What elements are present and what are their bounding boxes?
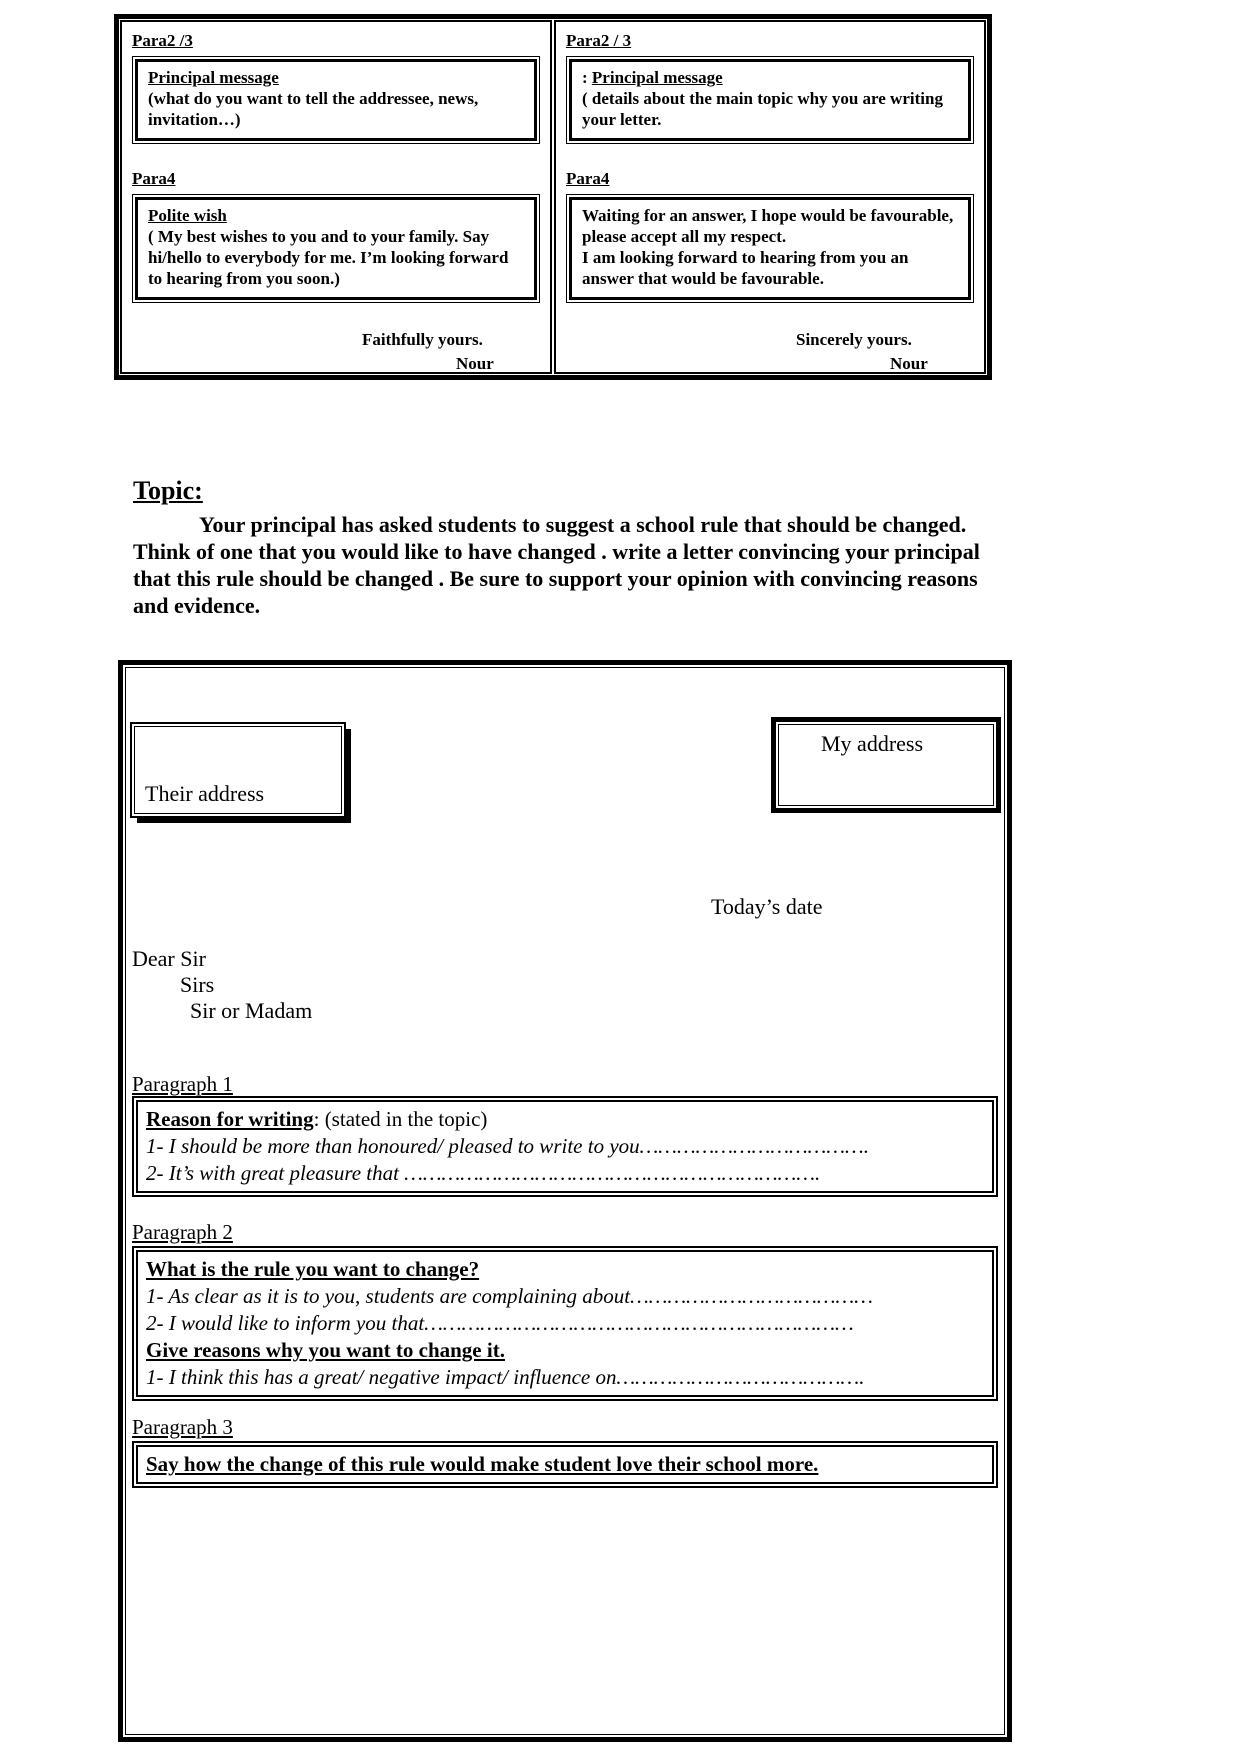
closing-left	[132, 329, 540, 374]
their-address-box	[130, 722, 346, 818]
love-school-heading: Say how the change of this rule would make student love their school more.	[146, 1452, 819, 1476]
title-prefix: :	[582, 68, 592, 87]
signature-left: Nour	[456, 354, 494, 373]
principal-message-title-text: Principal message	[591, 68, 723, 87]
para4-label-right: Para4	[566, 169, 610, 188]
para23-label-right: Para2 / 3	[566, 31, 632, 50]
sentence-starter-line: 2- I would like to inform you that……………………………………………………………	[146, 1311, 854, 1335]
salutation-sirs: Sirs	[180, 972, 215, 997]
principal-message-box-right	[566, 56, 974, 144]
para4-label-left: Para4	[132, 169, 176, 188]
topic-section	[133, 476, 1013, 619]
sentence-starter-line: 1- As clear as it is to you, students are complaining about…………………………………	[146, 1284, 873, 1308]
letter-template-inner	[125, 667, 1005, 1735]
paragraph1-box	[132, 1096, 998, 1197]
principal-message-body-right: ( details about the main topic why you are writing your letter.	[582, 89, 943, 129]
polite-wish-box	[132, 194, 540, 303]
sentence-starter-line: 2- It’s with great pleasure that ………………………………………………………….	[146, 1161, 821, 1185]
closing-phrase-left: Faithfully yours.	[362, 330, 483, 349]
principal-message-box-left	[132, 56, 540, 144]
paragraph1-label: Paragraph 1	[132, 1072, 233, 1096]
principal-message-body-left: (what do you want to tell the addressee, news, invitation…)	[148, 89, 479, 129]
formal-letter-column	[554, 20, 986, 374]
salutations	[132, 946, 312, 1024]
closing-phrase-right: Sincerely yours.	[796, 330, 912, 349]
reason-heading-text: Reason for writing	[146, 1107, 314, 1131]
sentence-starter-line: 1- I think this has a great/ negative impact/ influence on………………………………….	[146, 1365, 865, 1389]
paragraph3-label: Paragraph 3	[132, 1415, 233, 1439]
signature-right: Nour	[890, 354, 928, 373]
their-address-label: Their address	[145, 781, 265, 806]
topic-body: Your principal has asked students to suggest a school rule that should be changed. Think of one that you would like to have changed . write a letter convincing your principal that this rule should be changed . Be sure to support your opinion with convincing reasons and evidence.	[133, 512, 980, 618]
salutation-sir-or-madam: Sir or Madam	[190, 998, 313, 1023]
principal-message-title-right	[582, 67, 958, 88]
letter-template-box	[118, 660, 1012, 1742]
my-address-label: My address	[821, 731, 924, 756]
salutation-dear-sir: Dear Sir	[132, 946, 206, 971]
closings-comparison-table	[114, 14, 992, 380]
reason-for-writing-heading	[146, 1106, 984, 1133]
give-reasons-heading: Give reasons why you want to change it.	[146, 1338, 505, 1362]
informal-letter-column	[120, 20, 552, 374]
paragraph2-label: Paragraph 2	[132, 1220, 233, 1244]
topic-heading: Topic:	[133, 476, 203, 505]
polite-wish-body: ( My best wishes to you and to your family. Say hi/hello to everybody for me. I’m looking forward to hearing from you soon.)	[148, 227, 509, 288]
paragraph3-box	[132, 1441, 998, 1488]
rule-to-change-heading: What is the rule you want to change?	[146, 1257, 480, 1281]
principal-message-title-left: Principal message	[148, 68, 279, 87]
date-label: Today’s date	[711, 894, 823, 919]
polite-wish-title: Polite wish	[148, 206, 227, 225]
my-address-box	[771, 717, 1001, 813]
sentence-starter-line: 1- I should be more than honoured/ pleased to write to you……………………………….	[146, 1134, 869, 1158]
reason-heading-suffix: : (stated in the topic)	[313, 1107, 488, 1131]
paragraph2-box	[132, 1246, 998, 1401]
para23-label-left: Para2 /3	[132, 31, 193, 50]
formal-polite-wish-line2: I am looking forward to hearing from you an answer that would be favourable.	[582, 248, 909, 288]
formal-polite-wish-box	[566, 194, 974, 303]
formal-polite-wish-line1: Waiting for an answer, I hope would be favourable, please accept all my respect.	[582, 206, 954, 246]
closing-right	[566, 329, 974, 374]
